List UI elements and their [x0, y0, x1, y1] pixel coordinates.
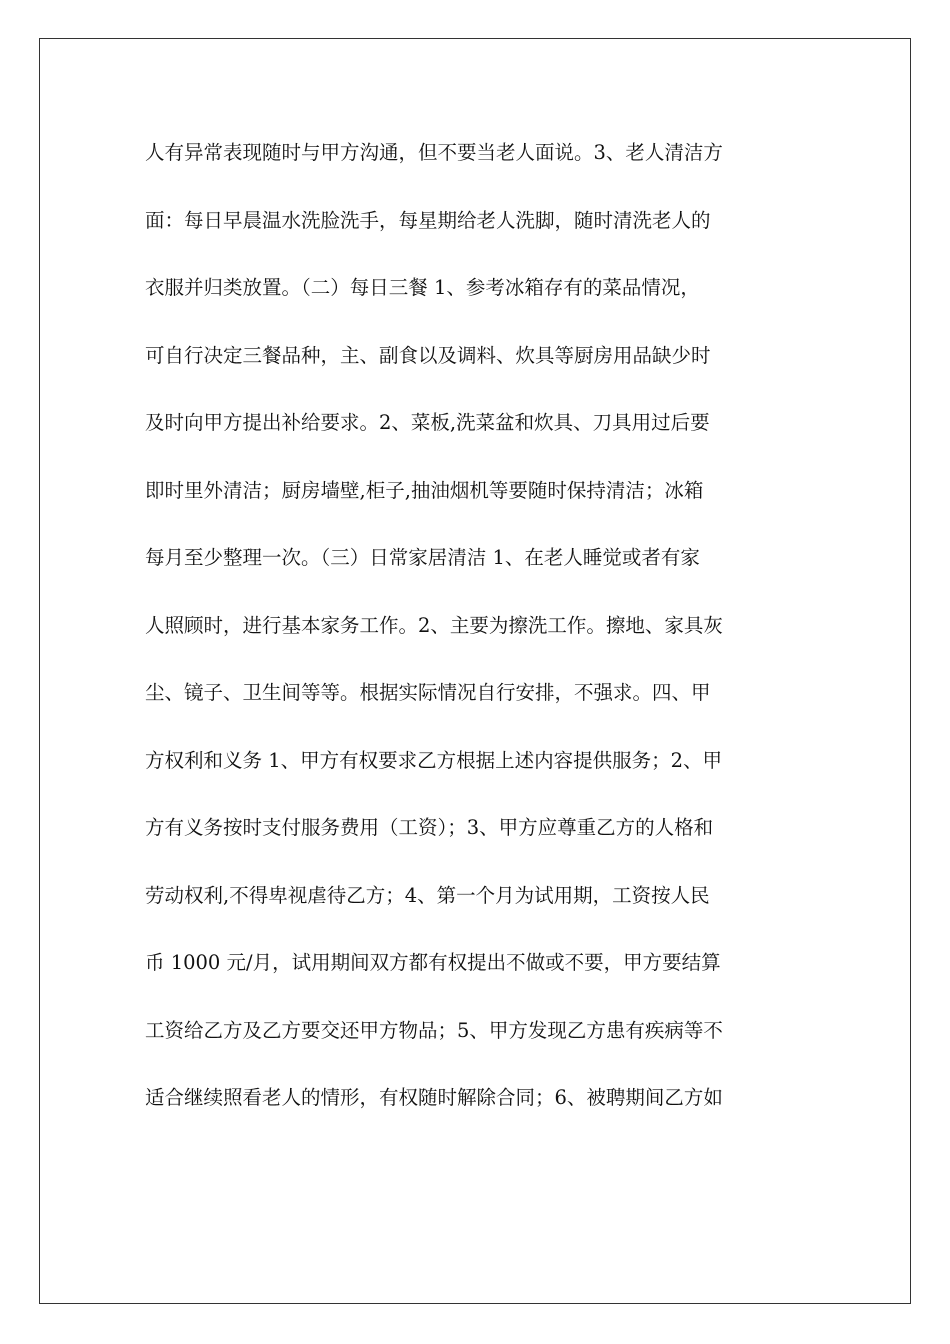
document-body	[145, 134, 815, 1147]
text-line: 可自行决定三餐品种，主、副食以及调料、炊具等厨房用品缺少时	[145, 343, 711, 367]
text-line: 尘、镜子、卫生间等等。根据实际情况自行安排，不强求。四、甲	[145, 681, 711, 704]
text-line: 币 1000 元/月，试用期间双方都有权提出不做或不要，甲方要结算	[145, 951, 721, 974]
text-line: 方权利和义务 1、甲方有权要求乙方根据上述内容提供服务；2、甲	[145, 748, 723, 772]
text-line: 即时里外清洁；厨房墙壁,柜子,抽油烟机等要随时保持清洁；冰箱	[145, 478, 704, 502]
text-line: 工资给乙方及乙方要交还甲方物品；5、甲方发现乙方患有疾病等不	[145, 1018, 723, 1042]
text-line: 人照顾时，进行基本家务工作。2、主要为擦洗工作。擦地、家具灰	[145, 613, 723, 637]
text-line: 每月至少整理一次。（三）日常家居清洁 1、在老人睡觉或者有家	[145, 546, 700, 569]
text-line: 衣服并归类放置。（二）每日三餐 1、参考冰箱存有的菜品情况，	[145, 276, 700, 299]
text-line: 劳动权利,不得卑视虐待乙方；4、第一个月为试用期，工资按人民	[145, 883, 710, 907]
text-line: 面：每日早晨温水洗脸洗手，每星期给老人洗脚，随时清洗老人的	[145, 208, 711, 232]
text-line: 及时向甲方提出补给要求。2、菜板,洗菜盆和炊具、刀具用过后要	[145, 411, 710, 434]
text-line: 人有异常表现随时与甲方沟通，但不要当老人面说。3、老人清洁方	[145, 141, 723, 164]
text-line: 适合继续照看老人的情形，有权随时解除合同；6、被聘期间乙方如	[145, 1086, 723, 1109]
text-line: 方有义务按时支付服务费用（工资）；3、甲方应尊重乙方的人格和	[145, 816, 714, 839]
